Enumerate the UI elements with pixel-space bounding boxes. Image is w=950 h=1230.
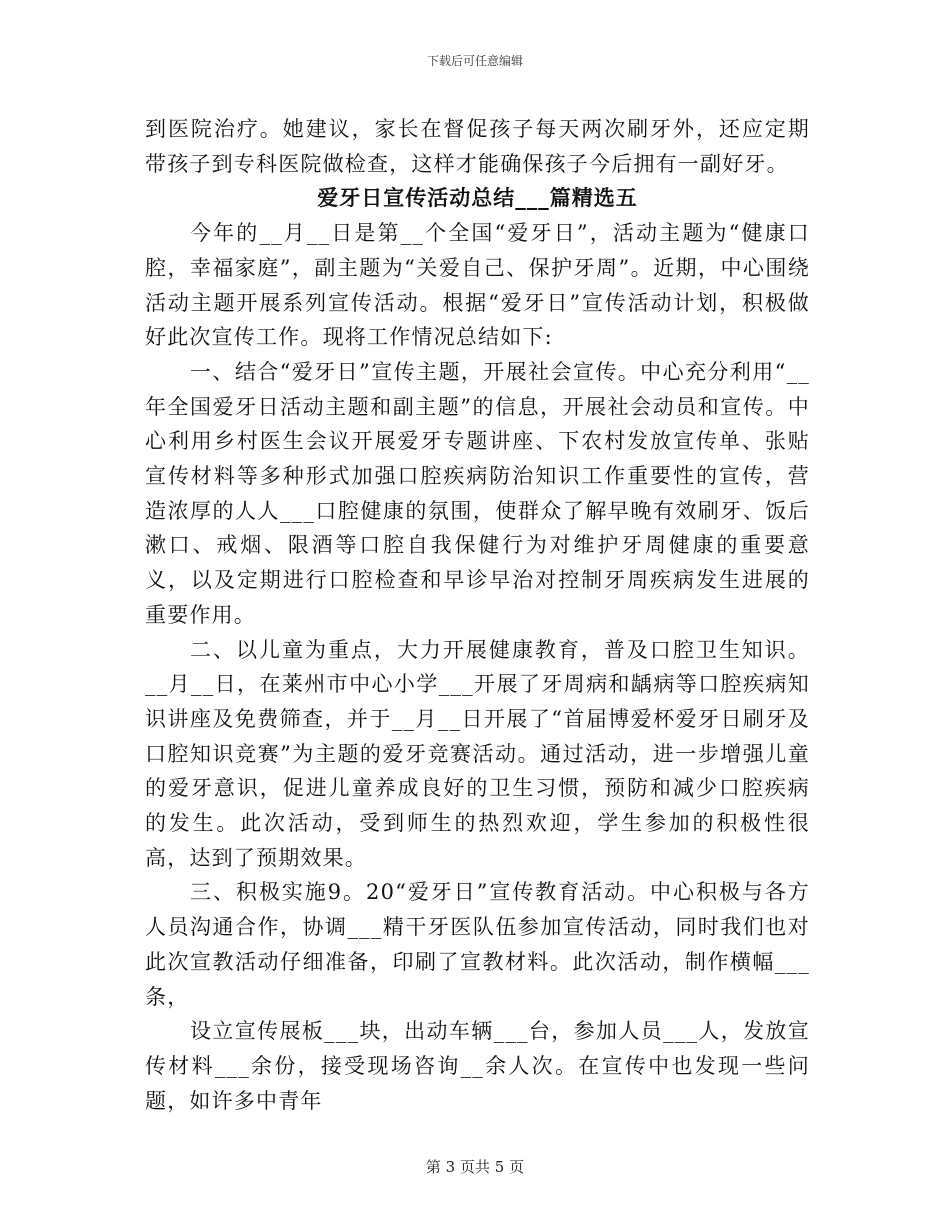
- page-header: 下载后可任意编辑: [426, 54, 523, 68]
- paragraph-5: 设立宣传展板___块，出动车辆___台，参加人员___人，发放宣传材料___余份，接受现场咨询__余人次。在宣传中也发现一些问题，如许多中青年: [145, 1019, 810, 1113]
- paragraph-2: 一、结合“爱牙日”宣传主题，开展社会宣传。中心充分利用“__年全国爱牙日活动主题和副主题”的信息，开展社会动员和宣传。中心利用乡村医生会议开展爱牙专题讲座、下农村发放宣传单、张贴宣传材料等多种形式加强口腔疾病防治知识工作重要性的宣传，营造浓厚的人人___口腔健康的氛围，使群众了解早晚有效刷牙、饭后漱口、戒烟、限酒等口腔自我保健行为对维护牙周健康的重要意义，以及定期进行口腔检查和早诊早治对控制牙周疾病发生进展的重要作用。: [145, 359, 810, 627]
- paragraph-4: 三、积极实施9。20“爱牙日”宣传教育活动。中心积极与各方人员沟通合作，协调___精干牙医队伍参加宣传活动，同时我们也对此次宣教活动仔细准备，印刷了宣教材料。此次活动，制作横幅___条，: [145, 880, 810, 1009]
- section-heading: 爱牙日宣传活动总结___篇精选五: [317, 185, 638, 211]
- paragraph-1: 今年的__月__日是第__个全国“爱牙日”，活动主题为“健康口腔，幸福家庭”，副主题为“关爱自己、保护牙周”。近期，中心围绕活动主题开展系列宣传活动。根据“爱牙日”宣传活动计划，积极做好此次宣传工作。现将工作情况总结如下:: [145, 221, 810, 350]
- paragraph-intro: 到医院治疗。她建议，家长在督促孩子每天两次刷牙外，还应定期带孩子到专科医院做检查，这样才能确保孩子今后拥有一副好牙。: [145, 117, 810, 176]
- paragraph-3: 二、以儿童为重点，大力开展健康教育，普及口腔卫生知识。__月__日，在莱州市中心小学___开展了牙周病和龋病等口腔疾病知识讲座及免费筛查，并于__月__日开展了“首届博爱杯爱牙日刷牙及口腔知识竞赛”为主题的爱牙竞赛活动。通过活动，进一步增强儿童的爱牙意识，促进儿童养成良好的卫生习惯，预防和减少口腔疾病的发生。此次活动，受到师生的热烈欢迎，学生参加的积极性很高，达到了预期效果。: [145, 637, 810, 870]
- page-number: 第 3 页共 5 页: [425, 1158, 525, 1176]
- document-body: [145, 112, 810, 1118]
